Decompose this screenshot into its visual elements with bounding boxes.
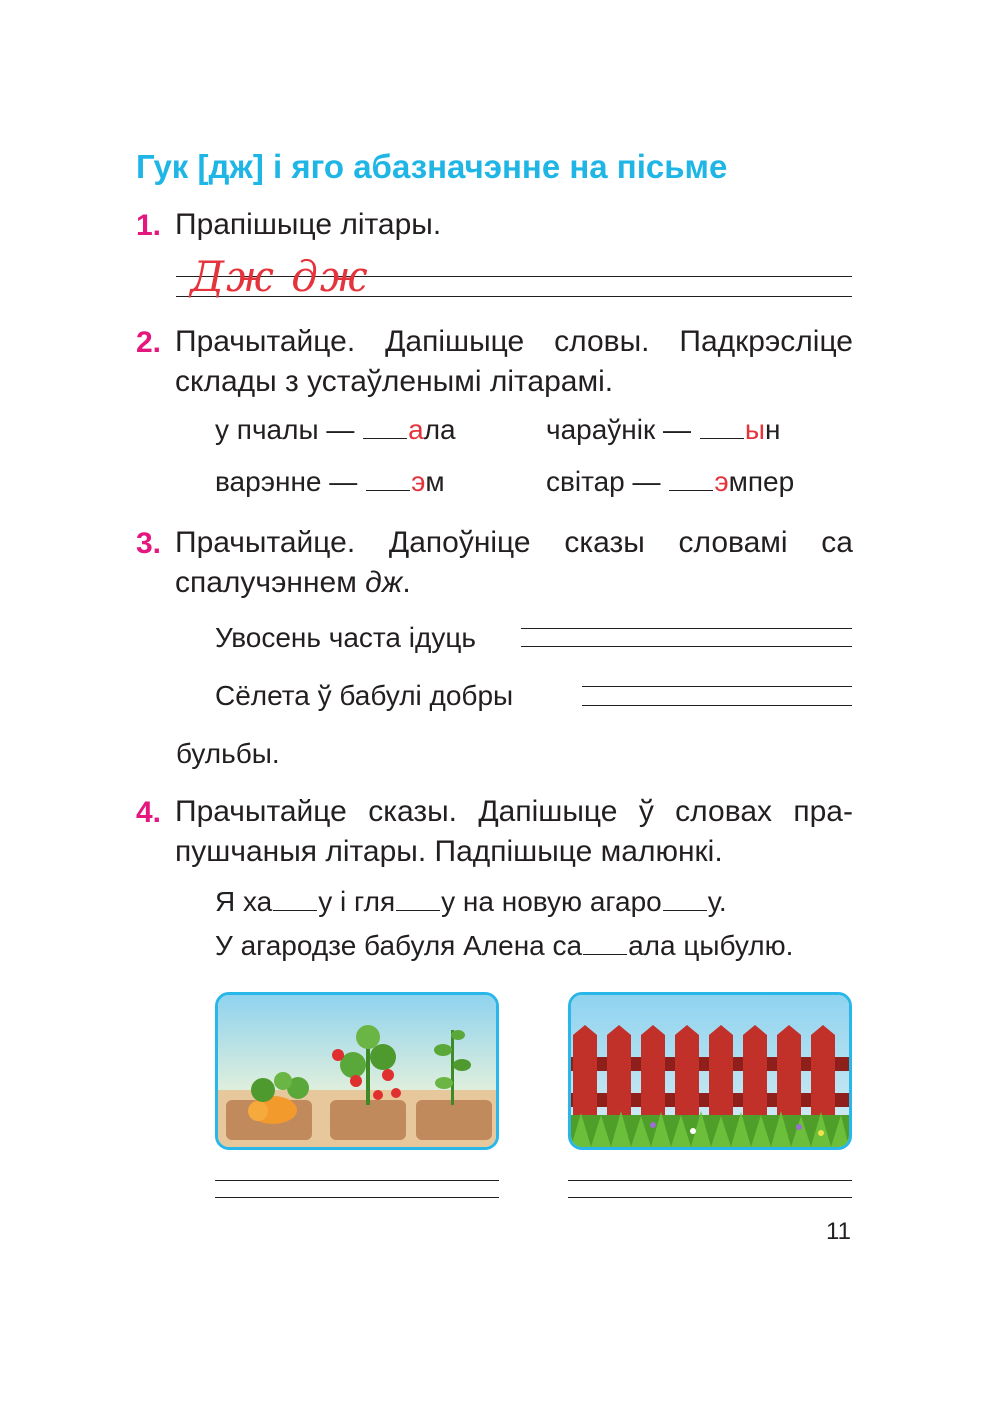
caption-line[interactable] (215, 1197, 499, 1198)
sentence-line-2: У агародзе бабуля Алена са ала цыбулю. (215, 930, 794, 961)
answer-blank[interactable] (396, 886, 440, 911)
garden-beds-picture (215, 992, 499, 1150)
answer-blank[interactable] (583, 930, 627, 955)
word-item: чараўнік — ын (546, 414, 781, 445)
answer-line[interactable] (582, 705, 852, 706)
answer-blank[interactable] (700, 414, 744, 439)
garden-beds-illustration (218, 995, 496, 1147)
task-number-3: 3. (136, 527, 162, 560)
answer-line[interactable] (521, 628, 852, 629)
page-title: Гук [дж] і яго абазначэнне на пісьме (136, 148, 728, 185)
answer-blank[interactable] (663, 886, 707, 911)
script-letters-sample: Дж дж (190, 252, 370, 301)
answer-line[interactable] (521, 646, 852, 647)
task-1-instruction: Прапішыце літары. (175, 208, 442, 241)
sentence-2: Сёлета ў бабулі добры (215, 680, 514, 711)
sentence-1: Увосень часта ідуць (215, 622, 476, 653)
word-item: варэнне — эм (215, 466, 445, 497)
answer-blank[interactable] (363, 414, 407, 439)
answer-blank[interactable] (669, 466, 713, 491)
answer-line[interactable] (582, 686, 852, 687)
sentence-line-1: Я ха у і гля у на новую агаро у. (215, 886, 727, 917)
caption-line[interactable] (568, 1180, 852, 1181)
task-number-4: 4. (136, 796, 162, 829)
word-item: у пчалы — ала (215, 414, 456, 445)
word-item: світар — эмпер (546, 466, 795, 497)
answer-blank[interactable] (366, 466, 410, 491)
task-4-instruction: Прачытайце сказы. Дапішыце ў словах прапушчаныя літары. Падпішыце малюнкі. (175, 795, 853, 868)
task-number-1: 1. (136, 209, 162, 242)
fence-picture (568, 992, 852, 1150)
caption-line[interactable] (215, 1180, 499, 1181)
task-2-instruction: Прачытайце. Дапішыце словы. Падкрэсліце склады з устаўленымі літарамі. (175, 325, 853, 398)
task-3-instruction: Прачытайце. Дапоўніце сказы словамі са спалучэннем дж. (175, 526, 853, 599)
page-number: 11 (826, 1218, 851, 1245)
sentence-2-end: бульбы. (176, 738, 280, 769)
task-number-2: 2. (136, 326, 162, 359)
caption-line[interactable] (568, 1197, 852, 1198)
answer-blank[interactable] (273, 886, 317, 911)
fence-illustration (571, 995, 849, 1147)
